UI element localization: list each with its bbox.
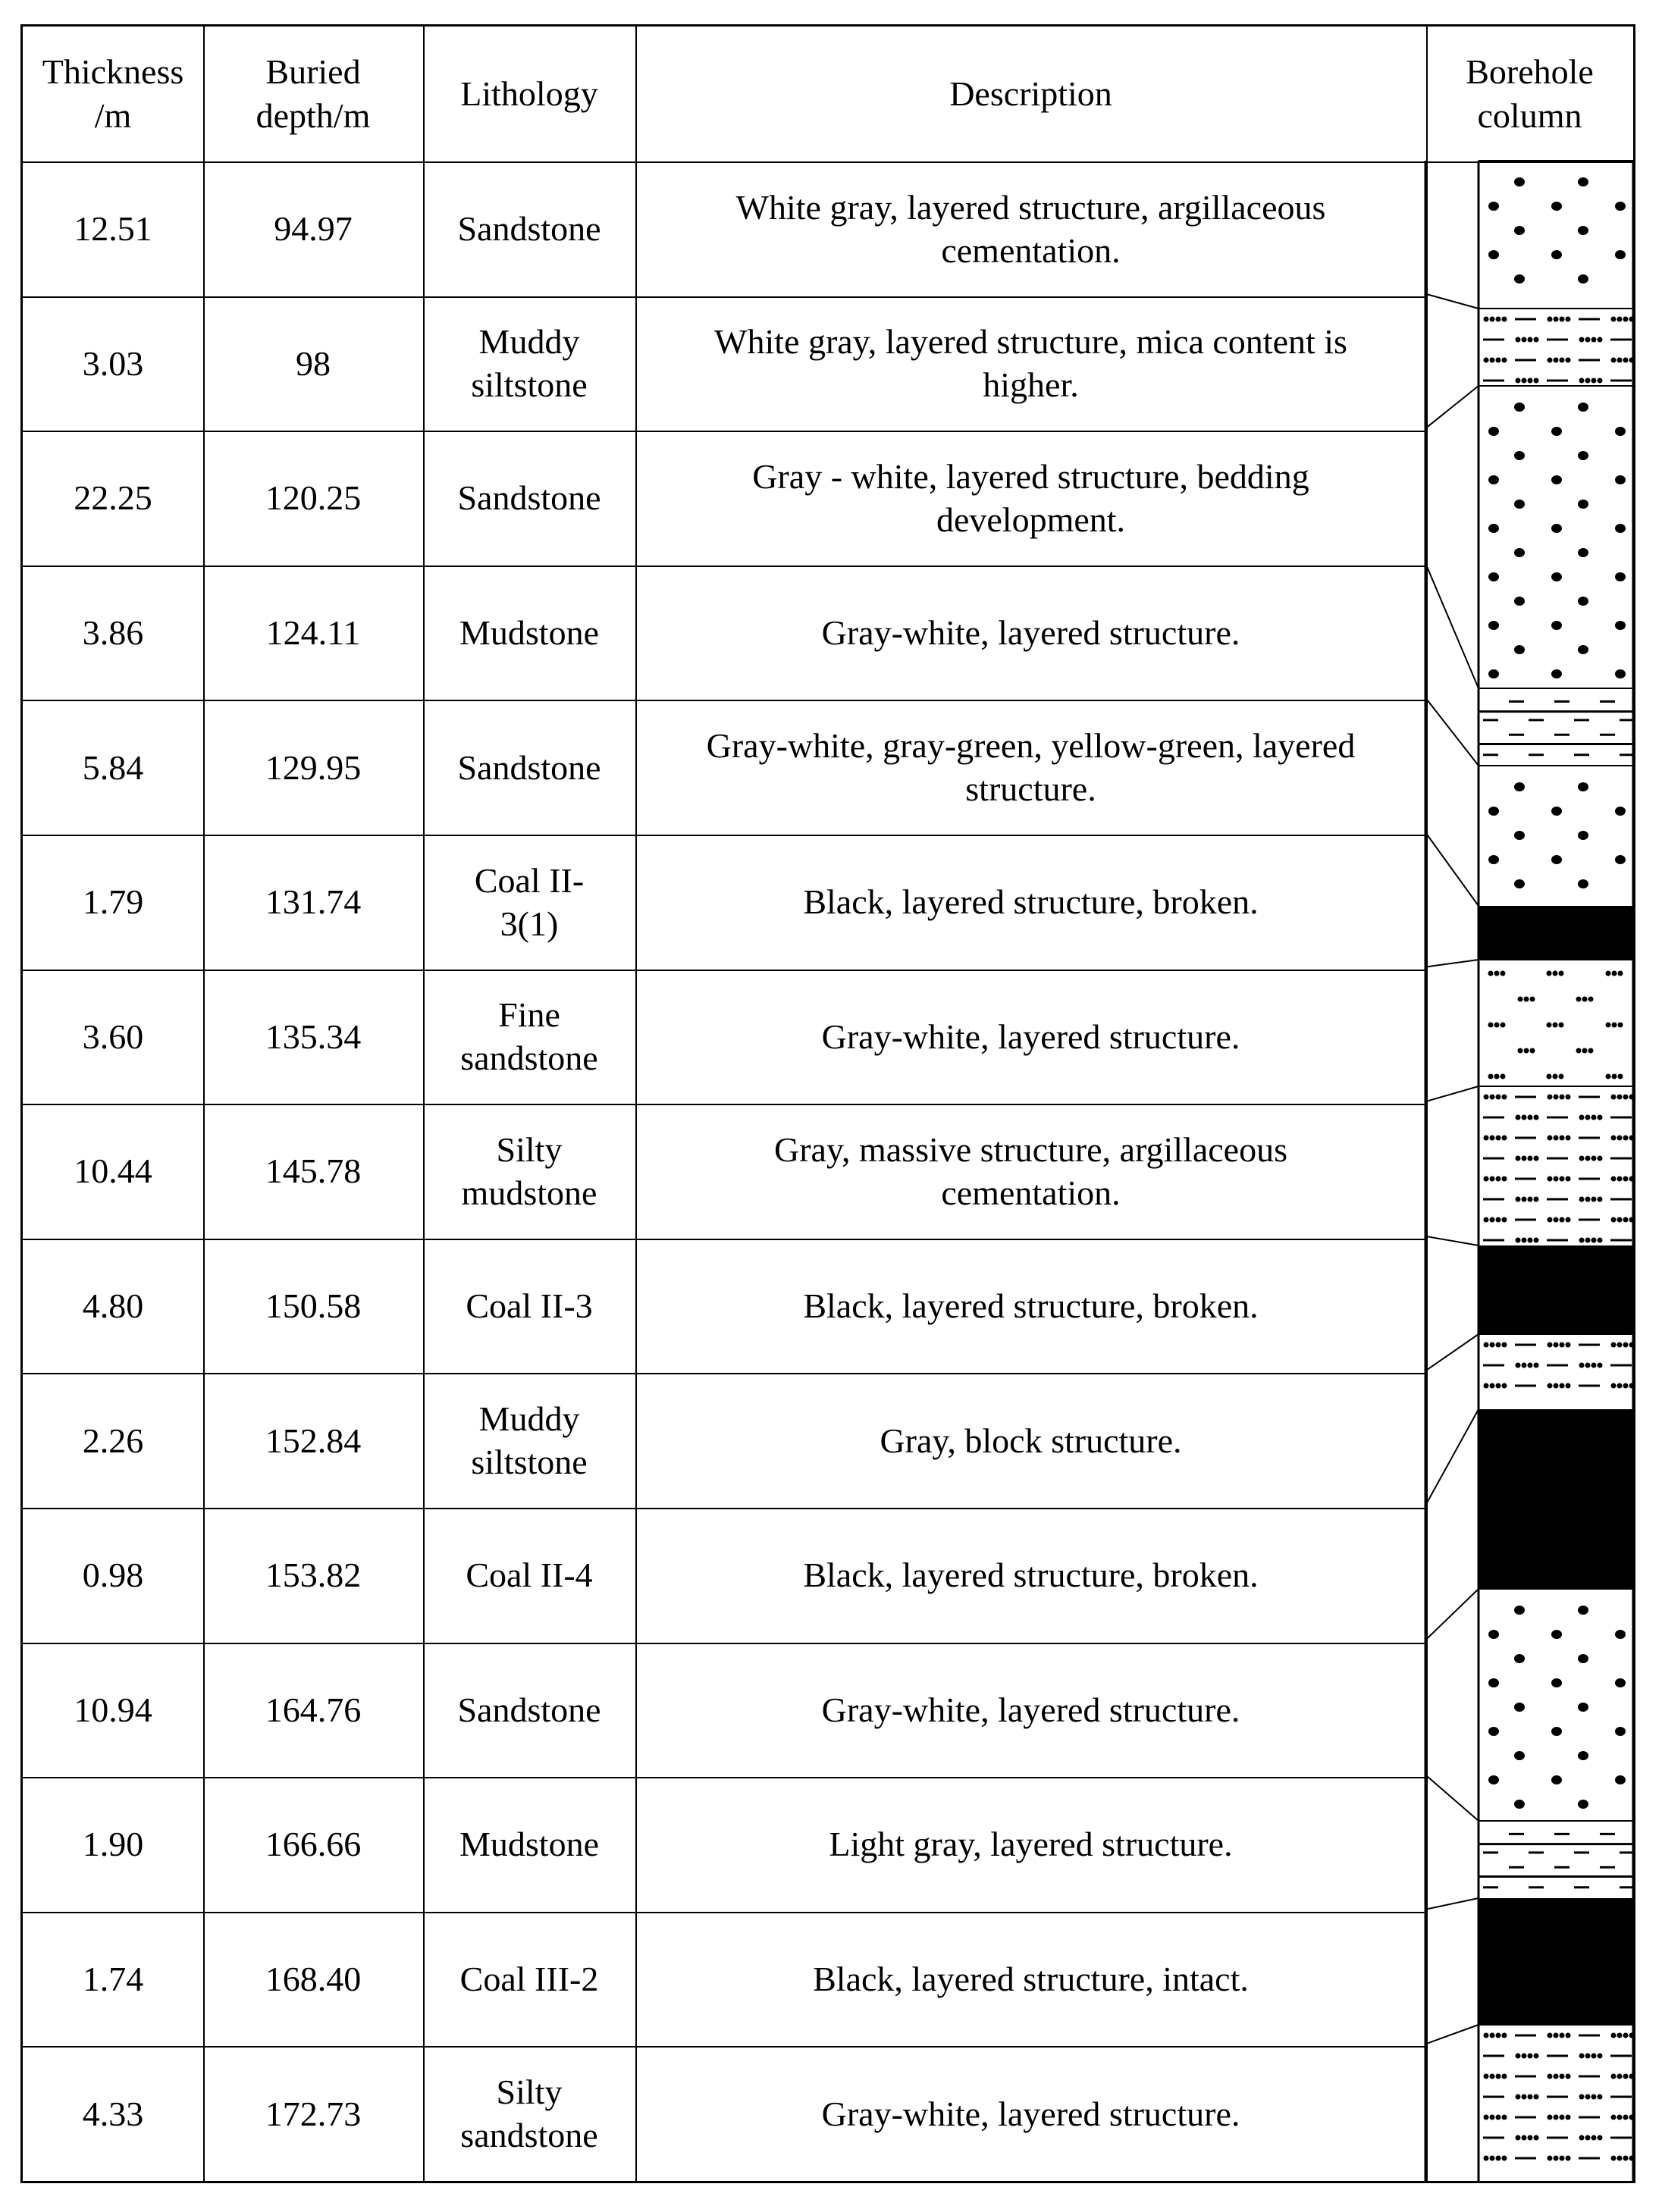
cell-lithology: Muddy siltstone [471,1399,588,1482]
cell-depth: 172.73 [265,2094,362,2133]
cell-depth: 168.40 [265,1960,362,1999]
cell-description: Black, layered structure, broken. [803,882,1259,922]
cell-description: Black, layered structure, broken. [803,1556,1259,1595]
cell-lithology: Sandstone [457,1690,601,1729]
cell-depth: 124.11 [265,613,361,653]
header-column-line2: column [1477,96,1582,135]
cell-depth: 135.34 [265,1017,362,1056]
cell-thickness: 22.25 [74,478,152,518]
cell-description: White gray, layered structure, mica content is higher. [714,322,1347,405]
cell-lithology: Fine sandstone [460,995,598,1078]
cell-description: Light gray, layered structure. [829,1825,1233,1864]
cell-depth: 131.74 [265,882,362,922]
cell-description: Gray-white, layered structure. [821,613,1240,653]
cell-description: Gray-white, layered structure. [821,1017,1240,1056]
cell-thickness: 1.74 [82,1960,144,1999]
cell-thickness: 1.79 [82,882,144,922]
cell-depth: 120.25 [265,478,362,518]
cell-depth: 150.58 [265,1286,362,1326]
cell-description: Gray-white, layered structure. [821,2094,1240,2133]
header-thickness-line1: Thickness [42,52,184,91]
cell-thickness: 12.51 [74,209,152,249]
header-column-line1: Borehole [1466,52,1594,91]
cell-depth: 145.78 [265,1151,362,1191]
header-lithology: Lithology [460,74,598,113]
cell-description: Black, layered structure, intact. [813,1960,1249,1999]
cell-lithology: Coal II-3(1) [474,860,585,943]
cell-lithology: Coal II-4 [466,1556,593,1595]
cell-description: Gray, block structure. [880,1421,1182,1460]
cell-thickness: 3.86 [82,613,144,653]
cell-depth: 164.76 [265,1690,362,1729]
cell-description: Black, layered structure, broken. [803,1286,1259,1326]
cell-thickness: 10.94 [74,1690,152,1729]
cell-lithology: Coal II-3 [466,1286,593,1326]
cell-thickness: 0.98 [82,1556,144,1595]
header-depth-line2: depth/m [256,96,371,135]
cell-depth: 98 [296,343,331,383]
cell-description: Gray, massive structure, argillaceous cementation. [774,1129,1287,1212]
header-depth-line1: Buried [265,52,361,91]
cell-lithology: Muddy siltstone [471,322,588,405]
cell-thickness: 4.33 [82,2094,144,2133]
cell-description: White gray, layered structure, argillaceous cementation. [735,187,1326,270]
cell-depth: 94.97 [274,209,353,249]
cell-thickness: 1.90 [82,1825,144,1864]
cell-description: Gray-white, layered structure. [821,1690,1240,1729]
cell-lithology: Silty sandstone [460,2073,598,2155]
cell-lithology: Silty mudstone [461,1129,597,1212]
cell-thickness: 4.80 [82,1286,144,1326]
cell-lithology: Coal III-2 [459,1960,599,1999]
cell-thickness: 5.84 [82,747,144,787]
cell-description: Gray-white, gray-green, yellow-green, layered structure. [706,726,1356,809]
cell-lithology: Mudstone [459,1825,599,1864]
cell-depth: 152.84 [265,1421,362,1460]
header-thickness-line2: /m [94,96,132,135]
cell-thickness: 3.60 [82,1017,144,1056]
cell-depth: 153.82 [265,1556,362,1595]
cell-lithology: Mudstone [459,613,599,653]
cell-depth: 166.66 [265,1825,362,1864]
cell-thickness: 10.44 [74,1151,152,1191]
cell-lithology: Sandstone [457,478,601,518]
cell-description: Gray - white, layered structure, bedding development. [752,456,1309,539]
cell-thickness: 2.26 [82,1421,144,1460]
cell-lithology: Sandstone [457,209,601,249]
cell-depth: 129.95 [265,747,362,787]
cell-thickness: 3.03 [82,343,144,383]
cell-lithology: Sandstone [457,747,601,787]
header-description: Description [949,74,1112,113]
